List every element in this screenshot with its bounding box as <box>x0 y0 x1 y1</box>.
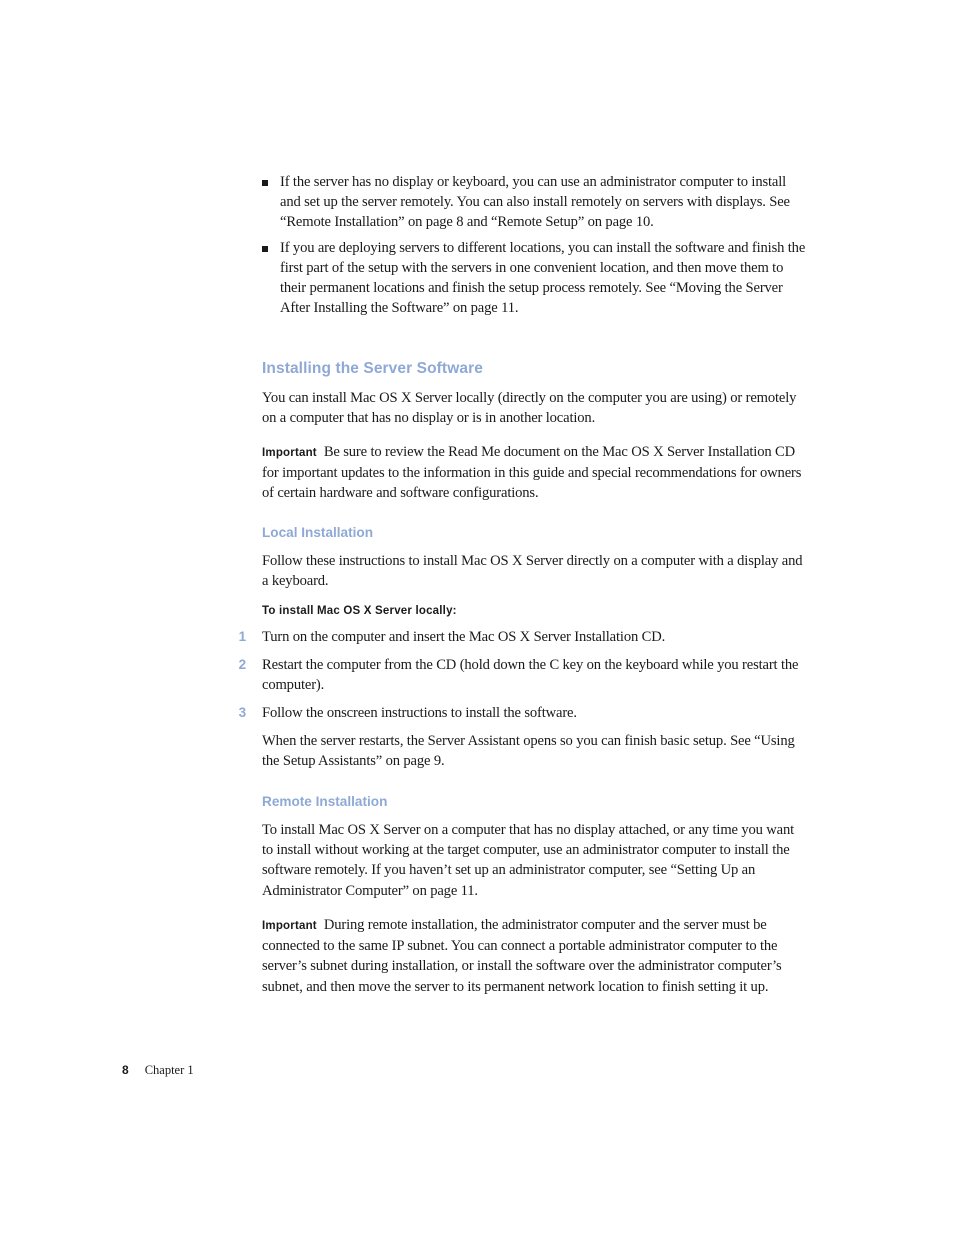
section-heading: Installing the Server Software <box>262 360 483 377</box>
step-number: 3 <box>238 705 246 720</box>
bullet-text: If you are deploying servers to different locations, you can install the software and finish the first part of the setup with the servers in one convenient location, and then move them to their permanent locations and finish the setup process remotely. See “Moving the Server After Installing the Software” on page 11. <box>280 239 806 317</box>
important-text: Be sure to review the Read Me document on the Mac OS X Server Installation CD for important updates to the information in this guide and special recommendations for owners of certain hardware and software configurations. <box>262 444 802 502</box>
page-number: 8 <box>122 1063 129 1077</box>
after-steps-paragraph: When the server restarts, the Server Assistant opens so you can finish basic setup. See “Using the Setup Assistants” on page 9. <box>262 733 795 770</box>
step-text: Follow the onscreen instructions to install the software. <box>262 705 577 721</box>
remote-installation-heading: Remote Installation <box>262 794 388 809</box>
important-note-1 <box>262 442 807 504</box>
step-text: Turn on the computer and insert the Mac OS X Server Installation CD. <box>262 629 666 645</box>
page-footer <box>122 1063 194 1078</box>
step-item <box>230 655 807 695</box>
step-item <box>230 627 807 647</box>
step-number: 1 <box>238 629 246 644</box>
bullet-text: If the server has no display or keyboard, you can use an administrator computer to install and set up the server remotely. You can also install remotely on servers with displays. See “Remote Installation” on page 8 and “Remote Setup” on page 10. <box>280 174 790 231</box>
chapter-label: Chapter 1 <box>144 1063 194 1077</box>
important-note-2 <box>262 915 807 997</box>
local-installation-heading: Local Installation <box>262 525 374 540</box>
step-item <box>230 703 807 723</box>
step-number: 2 <box>238 657 246 672</box>
task-heading: To install Mac OS X Server locally: <box>262 605 457 617</box>
square-bullet-icon <box>262 180 268 186</box>
important-label: Important <box>262 447 317 459</box>
remote-installation-paragraph: To install Mac OS X Server on a computer that has no display attached, or any time you want to install without working at the target computer, use an administrator computer to install the software remotely. If you haven’t set up an administrator computer, see “Setting Up an Administrator Computer” on page 11. <box>262 822 795 899</box>
square-bullet-icon <box>262 246 268 252</box>
bullet-item <box>262 238 807 319</box>
important-label: Important <box>262 920 317 932</box>
intro-paragraph: You can install Mac OS X Server locally (directly on the computer you are using) or remotely on a computer that has no display or is in another location. <box>262 390 797 427</box>
step-text: Restart the computer from the CD (hold down the C key on the keyboard while you restart the computer). <box>262 657 799 694</box>
important-text: During remote installation, the administrator computer and the server must be connected to the same IP subnet. You can connect a portable administrator computer to the server’s subnet during installation, or install the software over the administrator computer’s subnet, and then move the server to its permanent network location to finish setting it up. <box>262 917 782 995</box>
bullet-item <box>262 172 807 233</box>
bullet-list <box>262 172 807 323</box>
local-installation-paragraph: Follow these instructions to install Mac OS X Server directly on a computer with a display and a keyboard. <box>262 553 803 590</box>
